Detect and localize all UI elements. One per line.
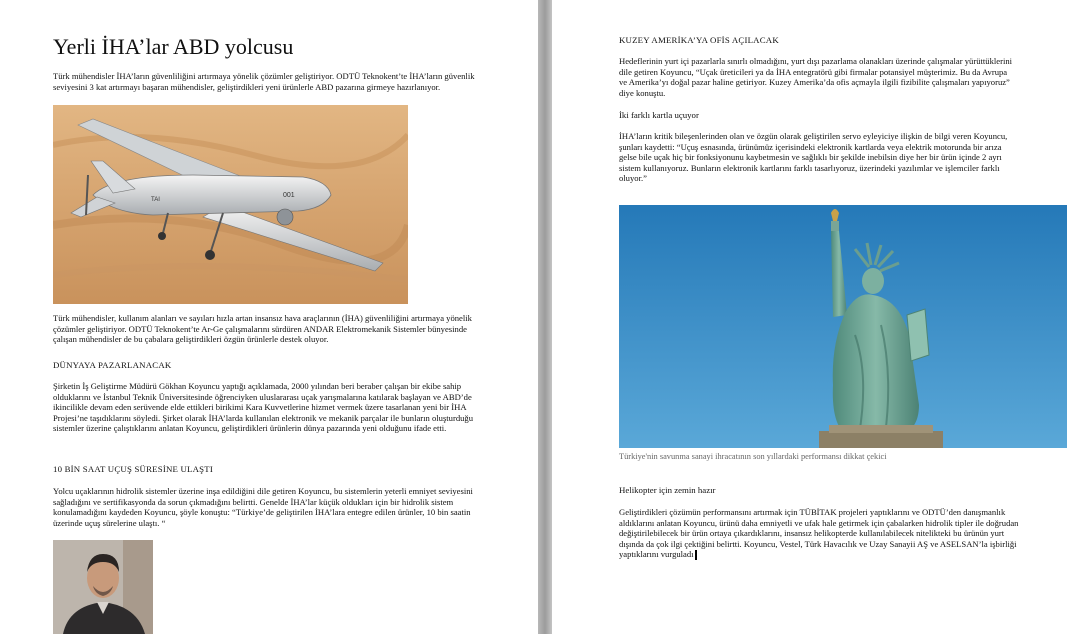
right-paragraph-3-text: Geliştirdikleri çözümün performansını artırmak için TÜBİTAK projeleri yaptıklarını ve ODTÜ’den danışmanlık aldıklarını anlatan Koyuncu, ürünü daha emniyetli ve ufak hale getirmek için çabalarken hidrolik tipler ile doğrudan değiştirilebilecek bir ürün ortaya çıkardıklarını, insansız helikopterde kullanılabilecek nitelikteki bu ürünün yurt dışında da çok ilgi çektiğini belirtti. Koyuncu, Vestel, Türk Havacılık ve Uzay Sanayii AŞ ve ASELSAN’la işbirliği yaptıklarını vurguladı: [619, 507, 1019, 560]
statue-caption: Türkiye'nin savunma sanayi ihracatının son yıllardaki performansı dikkat çekici: [619, 452, 887, 461]
left-page: [0, 0, 538, 634]
paragraph-1: Türk mühendisler, kullanım alanları ve sayıları hızla artan insansız hava araçlarının (İHA) güvenliliğini artırmaya yönelik çözümler geliştiriyor. ODTÜ Teknokent’te Ar-Ge çalışmalarını sürdüren ANDAR Elektromekanik Sistemler bünyesinde çalışan mühendisler de bu çabalara geliştirdikleri özgün ürünlerle destek oluyor.: [53, 313, 472, 345]
page-gutter: [538, 0, 552, 634]
drone-fuselage: [93, 175, 331, 215]
heading-10-bin: 10 BİN SAAT UÇUŞ SÜRESİNE ULAŞTI: [53, 464, 213, 474]
drone-tail-number: 001: [283, 192, 295, 199]
statue-of-liberty-image: [619, 205, 1067, 448]
heading-iki-farkli: İki farklı kartla uçuyor: [619, 110, 699, 120]
article-title: Yerli İHA’lar ABD yolcusu: [53, 34, 294, 59]
right-paragraph-1: Hedeflerinin yurt içi pazarlarla sınırlı olmadığını, yurt dışı pazarlama olanakları üzerinde çalışmalar yürüttüklerini dile getiren Koyuncu, “Uçak üreticileri ya da İHA entegratörü gibi firmalar potansiyel müşterimiz. Bu da Avrupa ve Amerika’yı doğal pazar haline getiriyor. Kuzey Amerika’da ofis açmayla ilgili fizibilite çalışmaları yapıyoruz” diye konuştu.: [619, 56, 1013, 98]
drone-body-marking: TAI: [151, 197, 160, 203]
statue-photo: [619, 205, 1067, 448]
paragraph-3: Yolcu uçaklarının hidrolik sistemler üzerine inşa edildiğini dile getiren Koyuncu, bu sistemlerin yeterli emniyet seviyesini sağladığını ve sertifikasyonda da sorun çıkmadığını belirtti. Genelde İHA’lar küçük oldukları için bir hidrolik sistem konulamadığını kaydeden Koyuncu, şöyle konuştu: “Türkiye’de geliştirilen İHA’lara entegre edilen ürünler, 10 bin saatin üzerinde uçuş sürelerine ulaştı. “: [53, 486, 473, 528]
drone-photo: [53, 105, 408, 304]
right-page: [552, 0, 1089, 634]
paragraph-2: Şirketin İş Geliştirme Müdürü Gökhan Koyuncu yaptığı açıklamada, 2000 yılından beri beraber çalışan bir ekibe sahip olduklarını ve İstanbul Teknik Üniversitesinde öğrenciyken uluslararası uçak yarışmalarına katılarak başlayan ve ABD’de ikincilikle devam eden serüvende elde ettikleri birikimi Kara Kuvvetlerine hizmet vermek üzere tasarlanan yeni bir İHA Projesi’ne taşıdıklarını söyledi. Şirket olarak İHA’larda kullanılan elektronik ve mekanik parçalar ile bunların oluşturduğu sistemler üzerine çalıştıklarını anlatan Koyuncu, geliştirdikleri ürünlerin dünya pazarında yeni olduğunu ifade etti.: [53, 381, 474, 434]
right-paragraph-2: İHA’ların kritik bileşenlerinden olan ve özgün olarak geliştirilen servo eyleyiciye ilişkin de bilgi veren Koyuncu, şunları kaydetti: “Uçuş esnasında, ürünümüz içerisindeki elektronik kartlarda veya elektrik motorunda bir arıza gelse bile uçak hiç bir fonksiyonunu kaybetmesin ve sağlıklı bir şekilde inebilsin diye her bir ürün içinde 2 ayrı sistem kullanıyoruz. Bunların elektronik kartlarını farklı tasarlıyoruz, üzerindeki yazılımlar ve işlemciler farklı oluyor.”: [619, 131, 1008, 184]
heading-kuzey-amerika: KUZEY AMERİKA’YA OFİS AÇILACAK: [619, 35, 779, 45]
intro-paragraph: Türk mühendisler İHA’ların güvenliliğini artırmaya yönelik çözümler geliştiriyor. ODTÜ Teknokent’te İHA’ların güvenlik seviyesini 3 kat artırmayı başaran mühendisler, geliştirdikleri yeni ürünlerle ABD pazarına girmeye hazırlanıyor.: [53, 71, 475, 92]
drone-image: [53, 105, 408, 304]
portrait-image: [53, 540, 153, 634]
heading-helikopter: Helikopter için zemin hazır: [619, 485, 716, 495]
text-cursor[interactable]: [695, 550, 697, 560]
right-paragraph-3: [619, 507, 1023, 560]
heading-dunyaya: DÜNYAYA PAZARLANACAK: [53, 360, 172, 370]
portrait-photo: [53, 540, 153, 634]
